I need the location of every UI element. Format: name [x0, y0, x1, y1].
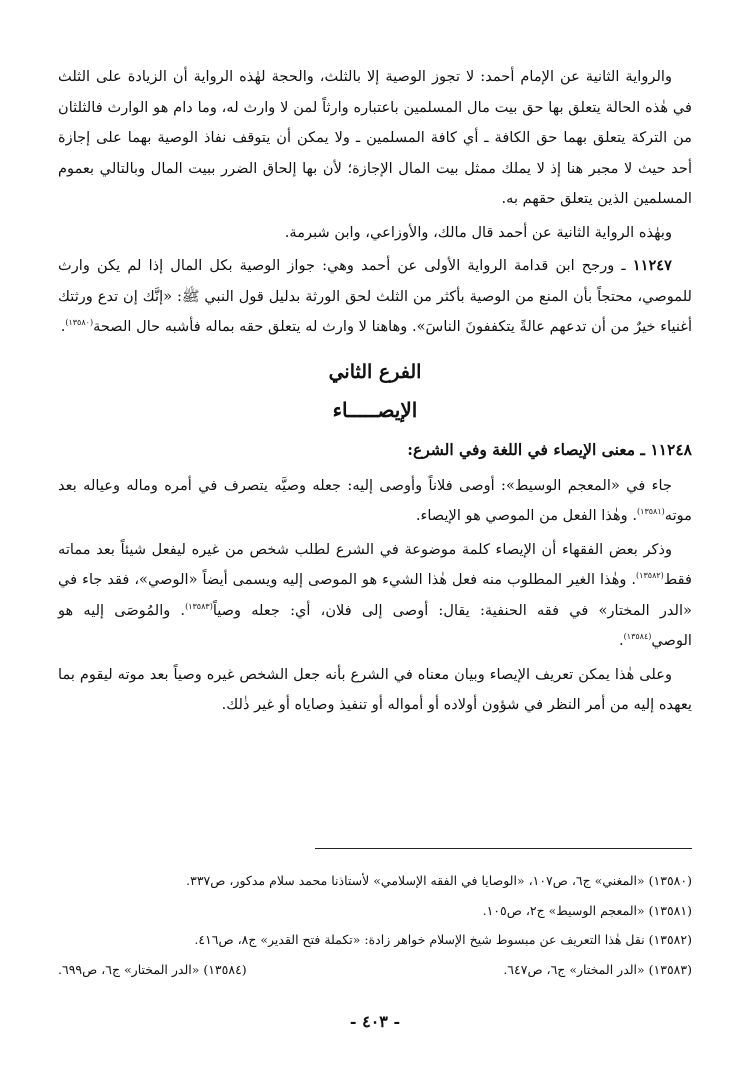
footnote-ref-13584[interactable]: (١٣٥٨٤) [623, 632, 652, 641]
paragraph-text: جاء في «المعجم الوسيط»: أوصى فلاناً وأوصى إليه: جعله وصيَّه يتصرف في أمره وماله وعياله بعد موته [58, 476, 692, 524]
section-heading: الإيصـــــاء [332, 397, 418, 422]
page-body [58, 62, 692, 724]
paragraph-text: . وهٰذا الفعل من الموصي هو الإيصاء. [415, 507, 638, 524]
page-number: - ٤٠٣ - [349, 1012, 401, 1031]
footnote-ref-13581[interactable]: (١٣٥٨١) [637, 507, 665, 516]
paragraph-text: وذكر بعض الفقهاء أن الإيصاء كلمة موضوعة في الشرع لطلب شخص من غيره ليفعل شيئاً بعد مماته فقط [58, 540, 692, 588]
footnote-13583: (١٣٥٨٣) «الدر المختار» ج٦، ص٦٤٧. [503, 961, 692, 977]
branch-heading: الفرع الثاني [328, 360, 422, 383]
paragraph-text: ـ ورجح ابن قدامة الرواية الأولى عن أحمد وهي: جواز الوصية بكل المال إذا لم يكن وارث للموصي، محتجاً بأن المنع من الوصية بأكثر من الثلث لحق الورثة بدليل قول النبي ﷺ: «إنَّك إن تدع ورثتك أغنياء خيرٌ من أن تدعهم عالةً يتكففونَ الناسَ». وهاهنا لا وارث له يتعلق حقه بماله فأشبه حال الصحة [58, 257, 692, 335]
footnotes [58, 866, 692, 984]
footnote-13582: (١٣٥٨٢) نقل هٰذا التعريف عن مبسوط شيخ الإسلام خواهر زادة: «تكملة فتح القدير» ج٨، ص٤١٦. [194, 932, 692, 947]
paragraph-lexical-meaning [58, 471, 692, 532]
paragraph-scholars: وبهٰذه الرواية الثانية عن أحمد قال مالك، والأوزاعي، وابن شبرمة. [284, 223, 672, 241]
footnote-row-last [58, 955, 692, 985]
paragraph-definition: وعلى هٰذا يمكن تعريف الإيصاء وبيان معناه في الشرع بأنه جعل الشخص غيره وصياً بعد موته ليقوم بما يعهده إليه من أمر النظر في شؤون أولاده أو أمواله أو تنفيذ وصاياه أو غير ذٰلك. [58, 665, 692, 713]
section-number: ١١٢٤٨ [650, 439, 692, 459]
section-11248-title [58, 435, 692, 465]
paragraph-11247 [58, 251, 692, 343]
footnote-13581: (١٣٥٨١) «المعجم الوسيط» ج٢، ص١٠٥. [482, 902, 692, 918]
paragraph-text: . والمُوصَى إليه هو الوصي [58, 601, 692, 649]
paragraph-legal-meaning [58, 535, 692, 657]
footnote-13584: (١٣٥٨٤) «الدر المختار» ج٦، ص٦٩٩. [58, 961, 247, 977]
paragraph-end: . [60, 318, 66, 335]
footnote-ref-13583[interactable]: (١٣٥٨٣) [185, 601, 213, 611]
footnote-ref-13582[interactable]: (١٣٥٨٢) [636, 571, 664, 580]
section-title-text: ـ معنى الإيصاء في اللغة وفي الشرع: [407, 439, 651, 459]
paragraph-number: ١١٢٤٧ [632, 257, 672, 274]
footnote-ref-13580[interactable]: (١٣٥٨٠) [65, 318, 94, 327]
footnote-13580: (١٣٥٨٠) «المغني» ج٦، ص١٠٧، «الوصايا في الفقه الإسلامي» لأستاذنا محمد سلام مدكور، ص٣٣٧. [186, 873, 692, 888]
paragraph-end: . [619, 632, 624, 649]
paragraph-second-narration: والرواية الثانية عن الإمام أحمد: لا تجوز الوصية إلا بالثلث، والحجة لهٰذه الرواية أن الزيادة على الثلث في هٰذه الحالة يتعلق بها حق بيت مال المسلمين باعتباره وارثاً لمن لا وارث له، وما دام هو الوارث فالثلثان من التركة يتعلق بهما حق الكافة ـ أي كافة المسلمين ـ ولا يمكن أن يتوقف نفاذ الوصية بهما على إجازة أحد حيث لا مجبر هنا إذ لا يملك ممثل بيت المال الإجازة؛ لأن بها إلحاق الضرر ببيت المال وبالتالي بعموم المسلمين الذين يتعلق حقهم به. [58, 68, 692, 207]
paragraph-text: . وهٰذا الغير المطلوب منه فعل هٰذا الشيء هو الموصى إليه ويسمى أيضاً «الوصي»، فقد جاء في «الدر المختار» في فقه الحنفية: يقال: أوصى إلى فلان، أي: جعله وصياً [58, 571, 692, 619]
footnote-divider [315, 848, 692, 849]
